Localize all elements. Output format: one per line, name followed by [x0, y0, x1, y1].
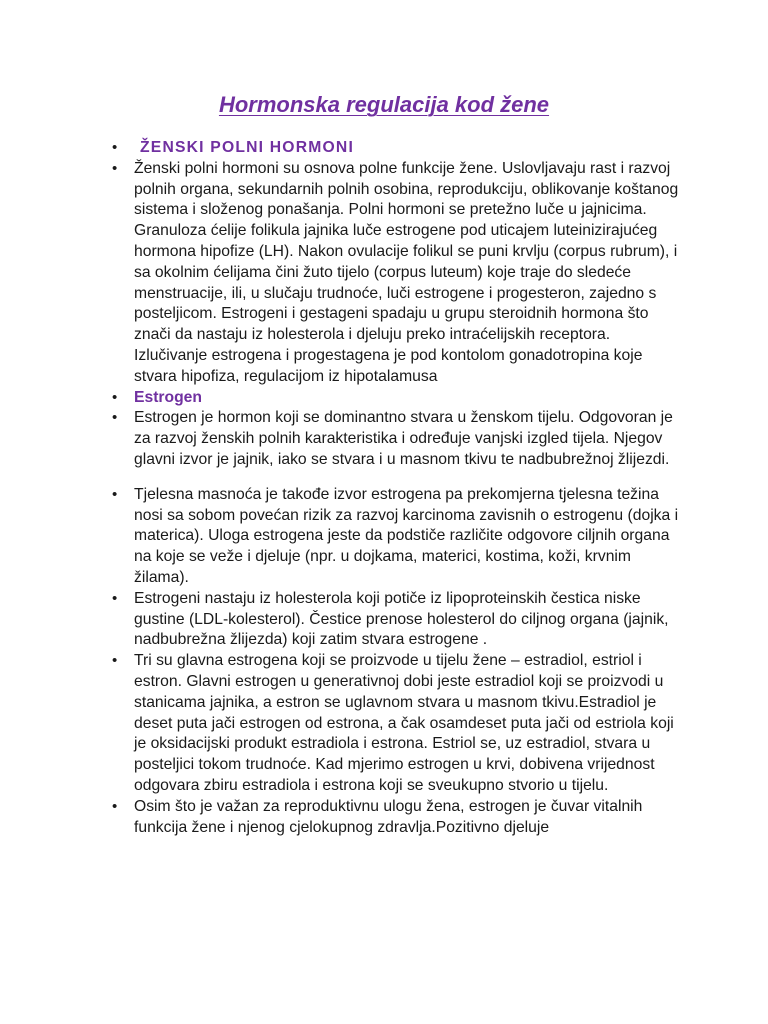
- bullet-icon: •: [112, 797, 118, 815]
- paragraph-text: Estrogeni nastaju iz holesterola koji potiče iz lipoproteinskih čestica niske gustine (LDL-kolesterol). Čestice prenose holesterol do ciljnog organa (jajnik, nadbubrežna žlijezda) koji zatim stvara estrogene .: [134, 589, 669, 649]
- bullet-icon: •: [112, 159, 118, 177]
- list-item: [114, 485, 684, 589]
- bullet-list: [114, 138, 684, 838]
- paragraph-text: Tjelesna masnoća je takođe izvor estrogena pa prekomjerna tjelesna težina nosi sa sobom povećan rizik za razvoj karcinoma zavisnih o estrogenu (dojka i materica). Uloga estrogena jeste da podstiče različite odgovore ciljnih organa na koje se veže i djeluje (npr. u dojkama, materici, kostima, koži, krvnim žilama).: [134, 485, 679, 586]
- section-heading: ŽENSKI POLNI HORMONI: [140, 139, 354, 156]
- bullet-icon: •: [112, 485, 118, 503]
- list-item: [114, 651, 684, 797]
- list-item-heading: [114, 388, 684, 409]
- bullet-icon: •: [112, 139, 118, 156]
- list-item: [114, 408, 684, 470]
- paragraph-text: Tri su glavna estrogena koji se proizvode u tijelu žene – estradiol, estriol i estron. Glavni estrogen u generativnoj dobi jeste estradiol koji se proizvodi u stanicama jajnika, a estron se uglavnom stvara u masnom tkivu.Estradiol je deset puta jači estrogen od estrona, a čak osamdeset puta jači od estriola koji je oksidacijski produkt estradiola i estrona. Estriol se, uz estradiol, stvara u posteljici tokom trudnoće. Kad mjerimo estrogen u krvi, dobivena vrijednost odgovara zbiru estradiola i estrona koji se sveukupno stvorio u tijelu.: [134, 652, 674, 794]
- list-item: [114, 797, 684, 839]
- bullet-icon: •: [112, 388, 118, 406]
- bullet-icon: •: [112, 652, 118, 670]
- bullet-icon: •: [112, 589, 118, 607]
- list-item: [114, 589, 684, 651]
- paragraph-text: Ženski polni hormoni su osnova polne funkcije žene. Uslovljavaju rast i razvoj polnih organa, sekundarnih polnih osobina, reprodukciju, oblikovanje koštanog sistema i složenog ponašanja. Polni hormoni se pretežno luče u jajnicima. Granuloza ćelije folikula jajnika luče estrogene pod uticajem luteinizirajućeg hormona hipofize (LH). Nakon ovulacije folikul se puni krvlju (corpus rubrum), i sa okolnim ćelijama čini žuto tijelo (corpus luteum) koje traje do sledeće menstruacije, ili, u slučaju trudnoće, luči estrogene i progesteron, zajedno s posteljicom. Estrogeni i gestageni spadaju u grupu steroidnih hormona što znači da nastaju iz holesterola i djeluju preko intraćelijskih receptora. Izlučivanje estrogena i progestagena je pod kontolom gonadotropina koje stvara hipofiza, regulacijom iz hipotalamusa: [134, 159, 679, 385]
- paragraph-text: Estrogen je hormon koji se dominantno stvara u ženskom tijelu. Odgovoran je za razvoj ženskih polnih karakteristika i određuje vanjski izgled tijela. Njegov glavni izvor je jajnik, iako se stvara i u masnom tkivu te nadbubrežnoj žlijezdi.: [134, 409, 673, 468]
- list-item: [114, 159, 684, 388]
- document-title: Hormonska regulacija kod žene: [218, 92, 550, 117]
- list-item-heading: [114, 138, 684, 159]
- bullet-icon: •: [112, 409, 118, 427]
- section-heading: Estrogen: [134, 388, 202, 406]
- paragraph-text: Osim što je važan za reproduktivnu ulogu žena, estrogen je čuvar vitalnih funkcija žene i njenog cjelokupnog zdravlja.Pozitivno djeluje: [134, 797, 643, 836]
